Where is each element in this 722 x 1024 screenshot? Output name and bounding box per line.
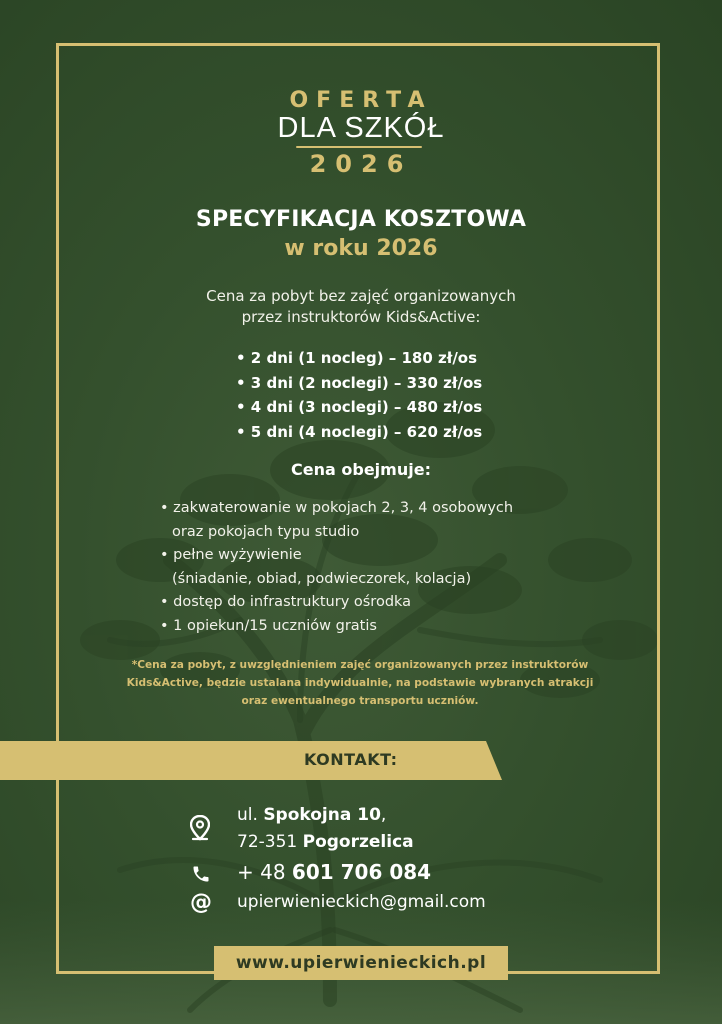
page-subtitle: w roku 2026 xyxy=(284,236,438,261)
includes-heading: Cena obejmuje: xyxy=(291,460,431,479)
includes-item-continuation: (śniadanie, obiad, podwieczorek, kolacja) xyxy=(172,570,472,587)
price-item: • 5 dni (4 noclegi) – 620 zł/os xyxy=(236,422,483,441)
phone-icon xyxy=(191,864,211,884)
page-title: SPECYFIKACJA KOSZTOWA xyxy=(195,207,527,232)
address-street xyxy=(237,805,386,825)
includes-item: • pełne wyżywienie xyxy=(160,547,302,564)
includes-item-continuation: oraz pokojach typu studio xyxy=(172,523,360,540)
logo-divider-line xyxy=(296,146,422,148)
logo-oferta-text: OFERTA xyxy=(289,88,433,113)
zip-code: 72-351 xyxy=(237,832,303,852)
contact-banner xyxy=(0,741,502,780)
price-footnote-line-2: Kids&Active, będzie ustalana indywidualnie, na podstawie wybranych atrakcji xyxy=(126,677,594,689)
logo-year-text: 2026 xyxy=(309,150,413,178)
phone-prefix: + 48 xyxy=(237,860,292,884)
price-intro xyxy=(0,286,722,328)
street-prefix: ul. xyxy=(237,805,264,825)
phone-digits: 601 706 084 xyxy=(291,860,432,884)
address-city xyxy=(237,832,414,852)
price-item: • 4 dni (3 noclegi) – 480 zł/os xyxy=(236,398,483,416)
logo-dla-szkol-text: DLA SZKÓŁ xyxy=(277,112,445,144)
includes-list xyxy=(160,497,513,639)
phone-number[interactable] xyxy=(237,860,431,884)
price-list xyxy=(236,346,482,444)
price-footnote xyxy=(100,656,620,710)
street-name: Spokojna 10 xyxy=(263,805,381,825)
price-footnote-line-1: *Cena za pobyt, z uwzględnieniem zajęć organizowanych przez instruktorów xyxy=(131,659,589,671)
includes-item: • dostęp do infrastruktury ośrodka xyxy=(160,594,412,611)
city-name: Pogorzelica xyxy=(302,832,414,852)
contact-heading: KONTAKT: xyxy=(304,750,398,769)
includes-item: • 1 opiekun/15 uczniów gratis xyxy=(160,617,377,634)
at-sign-icon: @ xyxy=(190,890,212,915)
price-item: • 2 dni (1 nocleg) – 180 zł/os xyxy=(236,349,478,367)
email-address[interactable]: upierwienieckich@gmail.com xyxy=(237,892,486,912)
street-suffix: , xyxy=(380,805,387,825)
price-footnote-line-3: oraz ewentualnego transportu uczniów. xyxy=(241,695,479,707)
price-intro-line-1: Cena za pobyt bez zajęć organizowanych xyxy=(206,287,516,305)
website-link[interactable]: www.upierwienieckich.pl xyxy=(235,953,487,973)
includes-item: • zakwaterowanie w pokojach 2, 3, 4 osobowych xyxy=(160,500,514,516)
price-intro-line-2: przez instruktorów Kids&Active: xyxy=(241,308,481,326)
price-item: • 3 dni (2 noclegi) – 330 zł/os xyxy=(236,373,483,392)
location-pin-icon xyxy=(190,815,210,841)
